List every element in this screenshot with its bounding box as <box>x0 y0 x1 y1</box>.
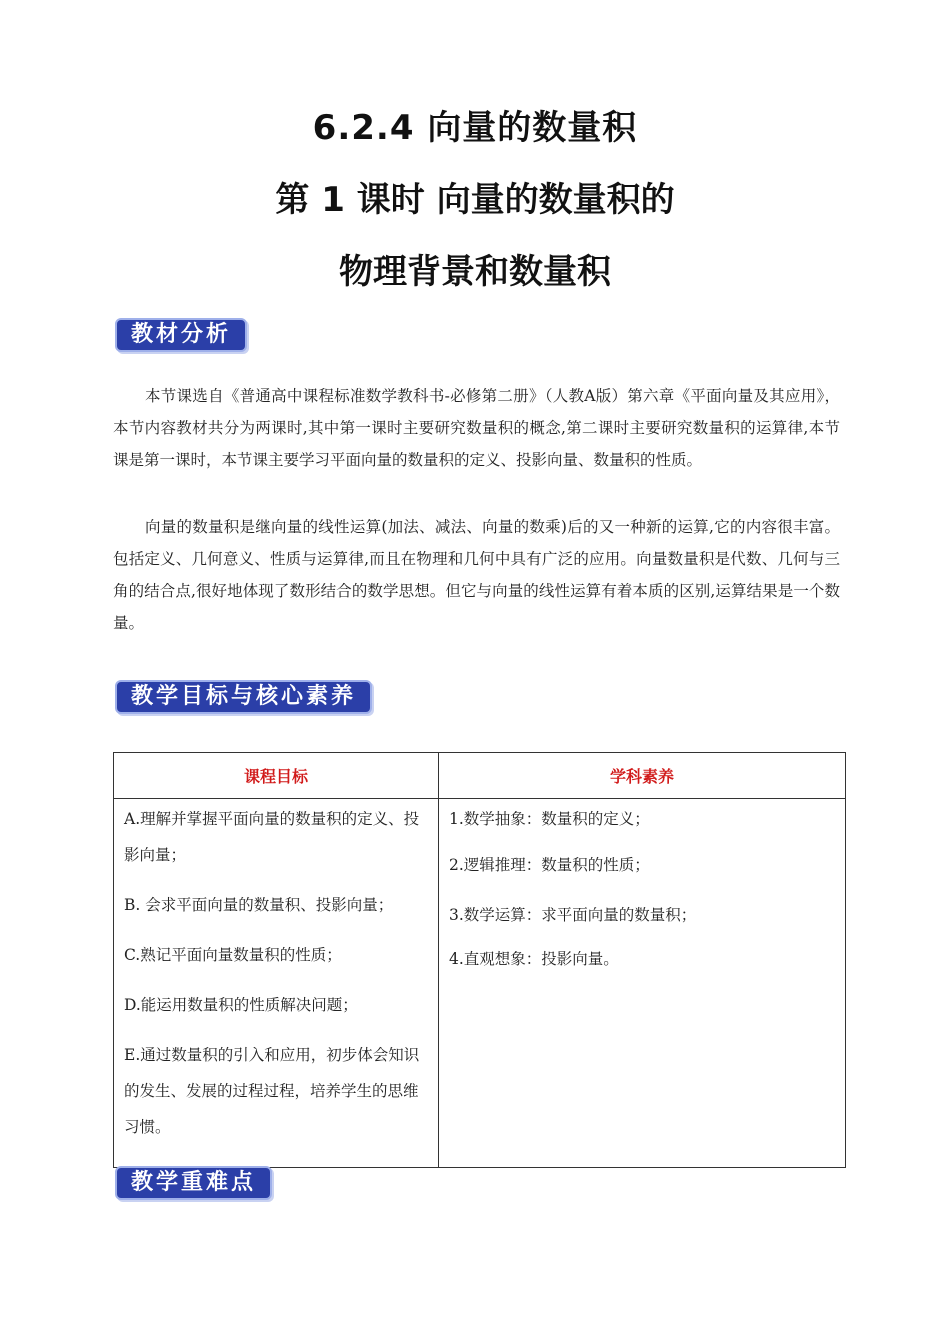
section-badge-key-points: 教学重难点 <box>115 1166 272 1200</box>
table-header-course-goals: 课程目标 <box>114 753 439 799</box>
title-line-3: 物理背景和数量积 <box>339 252 611 292</box>
goal-item: A.理解并掌握平面向量的数量积的定义、投影向量； <box>124 810 420 864</box>
literacy-item: 3.数学运算：求平面向量的数量积； <box>449 906 697 924</box>
title-line-1: 6.2.4 向量的数量积 <box>312 108 638 148</box>
section-badge-goals: 教学目标与核心素养 <box>115 680 372 714</box>
title-line-2: 第 1 课时 向量的数量积的 <box>275 180 675 220</box>
literacy-cell <box>439 799 846 1168</box>
table-header-literacy: 学科素养 <box>439 753 846 799</box>
literacy-item: 4.直观想象：投影向量。 <box>449 950 619 968</box>
analysis-paragraph-1: 本节课选自《普通高中课程标准数学教科书-必修第二册》（人教A版）第六章《平面向量及其应用》，本节内容教材共分为两课时,其中第一课时主要研究数量积的概念,第二课时主要研究数量积的运算律,本节课是第一课时，本节课主要学习平面向量的数量积的定义、投影向量、数量积的性质。 <box>113 387 840 469</box>
goal-item: D.能运用数量积的性质解决问题； <box>124 996 358 1014</box>
literacy-item: 2.逻辑推理：数量积的性质； <box>449 856 650 874</box>
goal-item: C.熟记平面向量数量积的性质； <box>124 946 342 964</box>
analysis-paragraph-2: 向量的数量积是继向量的线性运算(加法、减法、向量的数乘)后的又一种新的运算,它的内容很丰富。包括定义、几何意义、性质与运算律,而且在物理和几何中具有广泛的应用。向量数量积是代数、几何与三角的结合点,很好地体现了数形结合的数学思想。但它与向量的线性运算有着本质的区别,运算结果是一个数量。 <box>113 518 840 632</box>
goal-item: B. 会求平面向量的数量积、投影向量； <box>124 896 394 914</box>
goals-table <box>113 752 846 1168</box>
goal-item: E.通过数量积的引入和应用，初步体会知识的发生、发展的过程过程，培养学生的思维习惯。 <box>124 1046 420 1136</box>
section-badge-analysis: 教材分析 <box>115 318 247 352</box>
course-goals-cell <box>114 799 439 1168</box>
literacy-item: 1.数学抽象：数量积的定义； <box>449 810 650 828</box>
